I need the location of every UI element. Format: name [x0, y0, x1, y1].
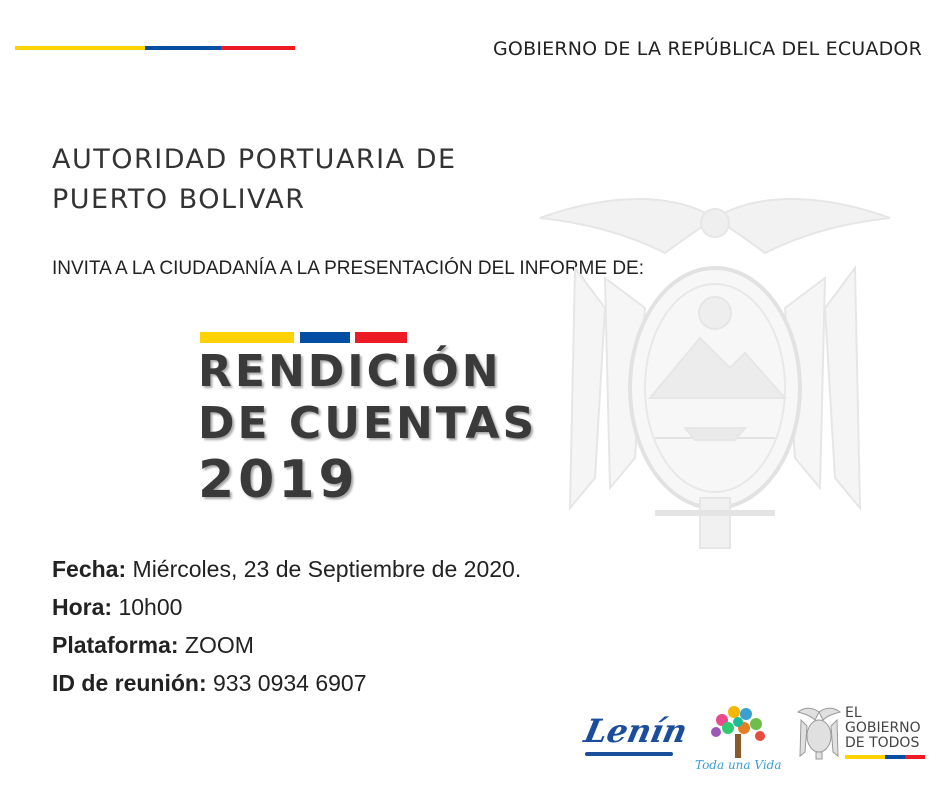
flag-blue [145, 46, 221, 50]
flag-red [221, 46, 295, 50]
lenin-logo-underline [585, 752, 673, 756]
title-line-2: DE CUENTAS [198, 398, 538, 449]
detail-date-value: Miércoles, 23 de Septiembre de 2020. [126, 556, 522, 582]
detail-platform [52, 632, 254, 659]
gob-todos-line-1: EL [845, 705, 862, 721]
government-header: GOBIERNO DE LA REPÚBLICA DEL ECUADOR [493, 38, 922, 60]
coat-of-arms-icon [535, 178, 895, 558]
flag-red [355, 332, 407, 343]
gob-todos-line-3: DE TODOS [845, 735, 920, 751]
tree-of-life-icon [700, 702, 776, 762]
flag-yellow [845, 755, 885, 759]
detail-time-label: Hora: [52, 594, 113, 620]
organization-line-2: PUERTO BOLIVAR [52, 184, 306, 215]
invite-text: INVITA A LA CIUDADANÍA A LA PRESENTACIÓN DEL INFORME DE: [52, 258, 644, 279]
detail-date-label: Fecha: [52, 556, 127, 582]
title-line-1: RENDICIÓN [198, 346, 502, 397]
tree-caption: Toda una Vida [695, 758, 782, 772]
title-flag-stripe [200, 332, 407, 343]
detail-meeting-id-value: 933 0934 6907 [206, 670, 367, 696]
organization-line-1: AUTORIDAD PORTUARIA DE [52, 144, 457, 175]
detail-meeting-id-label: ID de reunión: [52, 670, 207, 696]
detail-time [52, 594, 182, 621]
detail-meeting-id [52, 670, 367, 697]
gob-todos-flag-stripe [845, 755, 925, 759]
flag-red [905, 755, 925, 759]
lenin-logo: Lenín [580, 712, 691, 750]
detail-platform-label: Plataforma: [52, 632, 179, 658]
flag-yellow [200, 332, 294, 343]
flag-blue [300, 332, 350, 343]
gob-todos-line-2: GOBIERNO [845, 720, 921, 736]
flag-blue [885, 755, 905, 759]
title-year: 2019 [198, 450, 359, 510]
detail-date [52, 556, 521, 583]
gobierno-de-todos-logo [845, 706, 921, 751]
detail-platform-value: ZOOM [178, 632, 254, 658]
flag-yellow [15, 46, 145, 50]
detail-time-value: 10h00 [112, 594, 183, 620]
organization-name [52, 140, 457, 220]
coat-of-arms-small-icon [797, 706, 841, 760]
top-flag-stripe [15, 46, 295, 50]
